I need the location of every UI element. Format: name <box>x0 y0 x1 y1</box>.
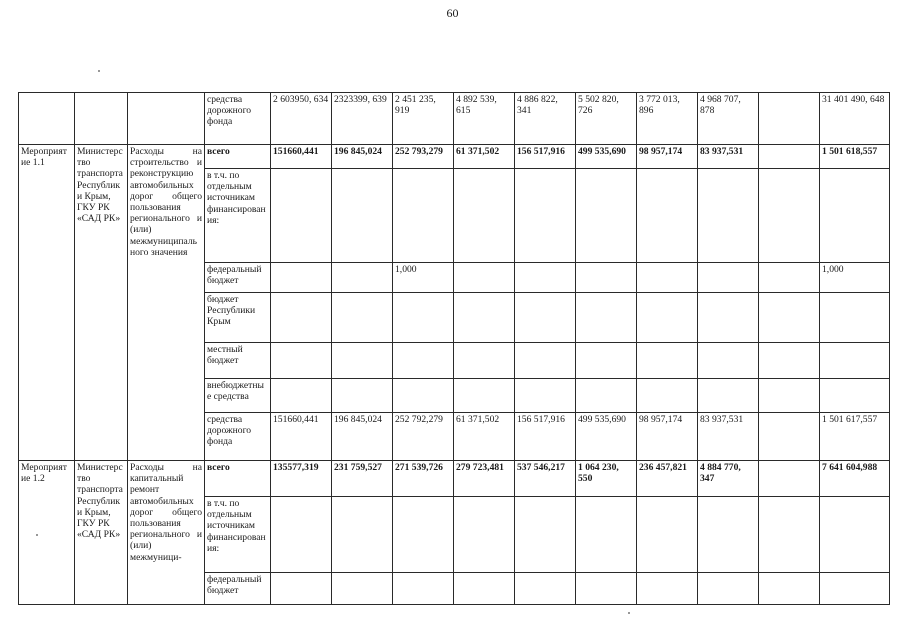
value-cell <box>820 497 890 573</box>
value-cell <box>393 379 454 413</box>
value-cell <box>820 573 890 605</box>
value-cell <box>759 497 820 573</box>
value-cell <box>271 293 332 343</box>
value-cell: 4 968 707, 878 <box>698 93 759 145</box>
value-cell <box>820 293 890 343</box>
value-cell: 3 772 013, 896 <box>637 93 698 145</box>
value-cell <box>576 169 637 263</box>
table-row <box>19 461 890 497</box>
value-cell: 98 957,174 <box>637 145 698 169</box>
value-cell <box>271 379 332 413</box>
value-cell <box>393 293 454 343</box>
value-cell <box>576 379 637 413</box>
value-cell <box>698 293 759 343</box>
value-cell <box>759 145 820 169</box>
value-cell <box>576 573 637 605</box>
value-cell: 83 937,531 <box>698 413 759 461</box>
value-cell <box>698 263 759 293</box>
source-cell: в т.ч. по отдельным источникам финансирования: <box>205 497 271 573</box>
value-cell: 271 539,726 <box>393 461 454 497</box>
measure-name-cell: Мероприятие 1.2 <box>19 461 75 605</box>
value-cell <box>454 497 515 573</box>
executor-cell <box>75 93 128 145</box>
value-cell <box>576 263 637 293</box>
value-cell: 252 792,279 <box>393 413 454 461</box>
value-cell <box>271 169 332 263</box>
table-row <box>19 93 890 145</box>
value-cell <box>759 293 820 343</box>
value-cell <box>515 497 576 573</box>
value-cell <box>454 379 515 413</box>
value-cell: 5 502 820, 726 <box>576 93 637 145</box>
value-cell <box>515 293 576 343</box>
measure-name-cell: Мероприятие 1.1 <box>19 145 75 461</box>
value-cell: 1 064 230, 550 <box>576 461 637 497</box>
value-cell <box>332 293 393 343</box>
value-cell <box>515 573 576 605</box>
value-cell: 499 535,690 <box>576 413 637 461</box>
value-cell <box>515 343 576 379</box>
value-cell: 4 884 770, 347 <box>698 461 759 497</box>
value-cell: 31 401 490, 648 <box>820 93 890 145</box>
value-cell <box>454 293 515 343</box>
value-cell <box>637 343 698 379</box>
measure-cell <box>19 93 75 145</box>
value-cell <box>271 497 332 573</box>
value-cell: 231 759,527 <box>332 461 393 497</box>
value-cell <box>271 263 332 293</box>
value-cell: 499 535,690 <box>576 145 637 169</box>
value-cell <box>332 379 393 413</box>
value-cell <box>515 169 576 263</box>
description-cell <box>128 93 205 145</box>
value-cell <box>454 343 515 379</box>
table-body <box>19 93 890 605</box>
value-cell <box>393 497 454 573</box>
value-cell: 2 603950, 634 <box>271 93 332 145</box>
scan-speck <box>98 70 100 72</box>
value-cell: 4 886 822, 341 <box>515 93 576 145</box>
value-cell <box>637 263 698 293</box>
value-cell: 83 937,531 <box>698 145 759 169</box>
value-cell <box>698 497 759 573</box>
value-cell: 135577,319 <box>271 461 332 497</box>
value-cell <box>393 169 454 263</box>
table-row <box>19 145 890 169</box>
value-cell <box>759 343 820 379</box>
value-cell <box>332 263 393 293</box>
source-cell: бюджет Республики Крым <box>205 293 271 343</box>
value-cell <box>454 263 515 293</box>
source-cell: средства дорожного фонда <box>205 93 271 145</box>
value-cell: 2323399, 639 <box>332 93 393 145</box>
value-cell <box>454 169 515 263</box>
value-cell <box>454 573 515 605</box>
value-cell <box>698 573 759 605</box>
value-cell: 156 517,916 <box>515 145 576 169</box>
source-cell: федеральный бюджет <box>205 263 271 293</box>
value-cell: 156 517,916 <box>515 413 576 461</box>
value-cell <box>698 379 759 413</box>
value-cell: 61 371,502 <box>454 145 515 169</box>
value-cell: 98 957,174 <box>637 413 698 461</box>
value-cell <box>393 343 454 379</box>
value-cell <box>576 497 637 573</box>
page-number: 60 <box>446 6 459 20</box>
value-cell <box>698 343 759 379</box>
value-cell <box>820 379 890 413</box>
value-cell <box>271 343 332 379</box>
value-cell <box>332 573 393 605</box>
value-cell <box>759 379 820 413</box>
value-cell <box>332 169 393 263</box>
value-cell <box>759 169 820 263</box>
value-cell <box>515 379 576 413</box>
value-cell: 252 793,279 <box>393 145 454 169</box>
value-cell: 7 641 604,988 <box>820 461 890 497</box>
source-cell: в т.ч. по отдельным источникам финансирования: <box>205 169 271 263</box>
value-cell <box>576 343 637 379</box>
value-cell <box>637 293 698 343</box>
value-cell <box>698 169 759 263</box>
value-cell <box>576 293 637 343</box>
scan-speck <box>628 612 630 614</box>
value-cell: 537 546,217 <box>515 461 576 497</box>
value-cell: 196 845,024 <box>332 145 393 169</box>
value-cell: 1 501 617,557 <box>820 413 890 461</box>
value-cell <box>759 413 820 461</box>
value-cell <box>637 169 698 263</box>
description-cell: Расходы на капитальный ремонт автомобильных дорог общего пользования регионального и (или) межмуници- <box>128 461 205 605</box>
value-cell <box>637 573 698 605</box>
value-cell <box>820 169 890 263</box>
source-cell: местный бюджет <box>205 343 271 379</box>
source-cell: средства дорожного фонда <box>205 413 271 461</box>
executor-cell: Министерство транспорта Республики Крым, ГКУ РК «САД РК» <box>75 145 128 461</box>
budget-table <box>18 92 890 605</box>
source-cell: внебюджетные средства <box>205 379 271 413</box>
value-cell: 1,000 <box>820 263 890 293</box>
description-cell: Расходы на строительство и реконструкцию автомобильных дорог общего пользования регионального и (или) межмуниципального значения <box>128 145 205 461</box>
value-cell: 196 845,024 <box>332 413 393 461</box>
value-cell <box>759 573 820 605</box>
value-cell <box>759 93 820 145</box>
value-cell <box>759 263 820 293</box>
value-cell: 236 457,821 <box>637 461 698 497</box>
value-cell: 151660,441 <box>271 413 332 461</box>
value-cell <box>637 497 698 573</box>
value-cell <box>332 497 393 573</box>
value-cell: 2 451 235, 919 <box>393 93 454 145</box>
source-cell: всего <box>205 145 271 169</box>
executor-cell: Министерство транспорта Республики Крым, ГКУ РК «САД РК» <box>75 461 128 605</box>
value-cell: 1,000 <box>393 263 454 293</box>
value-cell: 1 501 618,557 <box>820 145 890 169</box>
value-cell <box>759 461 820 497</box>
value-cell <box>393 573 454 605</box>
source-cell: федеральный бюджет <box>205 573 271 605</box>
value-cell: 61 371,502 <box>454 413 515 461</box>
value-cell <box>820 343 890 379</box>
value-cell: 279 723,481 <box>454 461 515 497</box>
value-cell <box>515 263 576 293</box>
value-cell <box>332 343 393 379</box>
value-cell <box>637 379 698 413</box>
value-cell: 4 892 539, 615 <box>454 93 515 145</box>
value-cell: 151660,441 <box>271 145 332 169</box>
source-cell: всего <box>205 461 271 497</box>
value-cell <box>271 573 332 605</box>
